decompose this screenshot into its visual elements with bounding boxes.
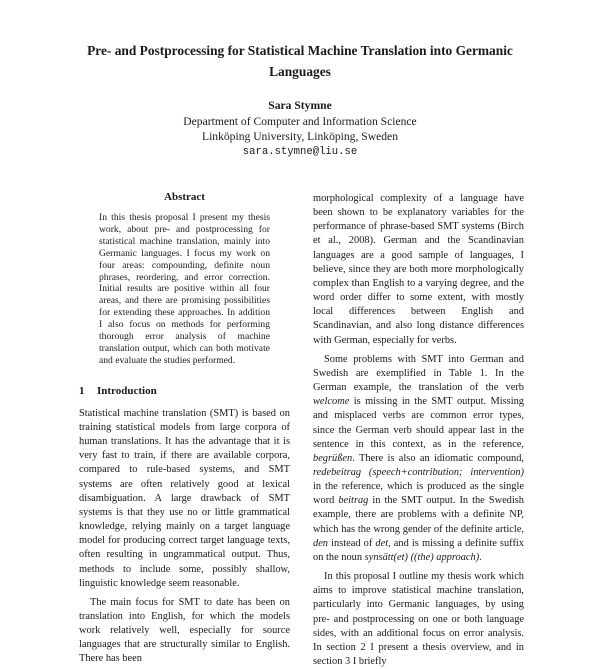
- gloss: ((the) approach): [410, 551, 480, 563]
- author-department: Department of Computer and Information Science: [183, 114, 417, 128]
- author-email: sara.stymne@liu.se: [242, 145, 358, 158]
- example-word: welcome: [313, 396, 350, 408]
- text-run: Some problems with SMT into German and Swedish are exemplified in Table 1. In the German example, the translation of the verb: [313, 353, 524, 394]
- left-column: [79, 190, 290, 667]
- text-run: . There is also an idiomatic compound,: [352, 452, 524, 464]
- intro-paragraph-2: The main focus for SMT to date has been on translation into English, for which the models work relatively well, especially for source languages that are structurally similar to English. There has been: [79, 596, 290, 665]
- abstract-text: In this thesis proposal I present my thesis work, about pre- and postprocessing for statistical machine translation, mainly into Germanic languages. I focus my work on four areas: compounding, definite noun phrases, reordering, and error correction. Initial results are positive within all four areas, and there are promising possibilities for extending these approaches. In addition I also focus on methods for performing thorough error analysis of machine translation output, which can both motivate and evaluate the studies performed.: [99, 212, 270, 366]
- abstract-heading: Abstract: [164, 191, 205, 203]
- author-university: Linköping University, Linköping, Sweden: [201, 130, 398, 144]
- intro-paragraph-1: Statistical machine translation (SMT) is based on training statistical models from large corpora of human translations. It has the advantage that it is very fast to train, if there are available corpora, compared to rule-based systems, and SMT systems are often relatively good at lexical disambiguation. A large drawback of SMT systems is that they use no or little grammatical knowledge, relying mainly on a target language model for producing correct target language texts, often resulting in ungrammatical output. Thus, methods to include some, possibly shallow, linguistic knowledge seem reasonable.: [79, 407, 290, 589]
- author-block: [100, 98, 500, 160]
- section-number: 1: [79, 384, 85, 397]
- text-run: in the reference, which is produced as the single word: [313, 481, 524, 507]
- right-paragraph-1: morphological complexity of a language have been shown to be explanatory variables for the performance of phrase-based SMT systems (Birch et al., 2008). German and the Scandinavian languages are a good sample of languages, I believe, since they are both more morphologically complex than English to a varying degree, and the word order differ to some extent, with mostly local differences between English and Scandinavian, and also long distance differences with German, especially for verbs.: [313, 193, 524, 346]
- text-run: is missing in the SMT output. Missing and misplaced verbs are common error types, since the German verb should appear last in the sentence in this context, as in the reference,: [313, 396, 524, 450]
- section-heading: [79, 384, 290, 398]
- section-title: Introduction: [97, 384, 157, 397]
- gloss: (speech+contribution; intervention): [368, 466, 524, 478]
- right-column: [313, 192, 524, 669]
- example-word: den: [313, 537, 329, 549]
- example-word: begrüßen: [313, 452, 353, 464]
- text-run: instead of: [328, 537, 376, 549]
- text-run: [361, 467, 369, 478]
- paper-title: Pre- and Postprocessing for Statistical Machine Translation into Germanic Languages: [87, 43, 513, 79]
- text-run: .: [479, 551, 482, 563]
- right-paragraph-3: In this proposal I outline my thesis work which aims to improve statistical machine translation, particularly into Germanic languages, by using pre- and postprocessing on one or both language sides, with an additional focus on error analysis. In section 2 I present a thesis overview, and in section 3 I briefly: [313, 571, 524, 667]
- text-run: , and is missing a definite suffix on the noun: [313, 537, 524, 563]
- example-word: beitrag: [338, 495, 369, 507]
- text-run: in the SMT output. In the Swedish example, there are problems with a definite NP, which has the wrong gender of the definite article,: [313, 495, 525, 535]
- example-word: det: [375, 537, 389, 549]
- example-word: synsätt(et): [364, 551, 408, 563]
- right-paragraph-2: [313, 353, 524, 565]
- example-word: redebeitrag: [313, 466, 362, 478]
- author-name: Sara Stymne: [268, 99, 332, 112]
